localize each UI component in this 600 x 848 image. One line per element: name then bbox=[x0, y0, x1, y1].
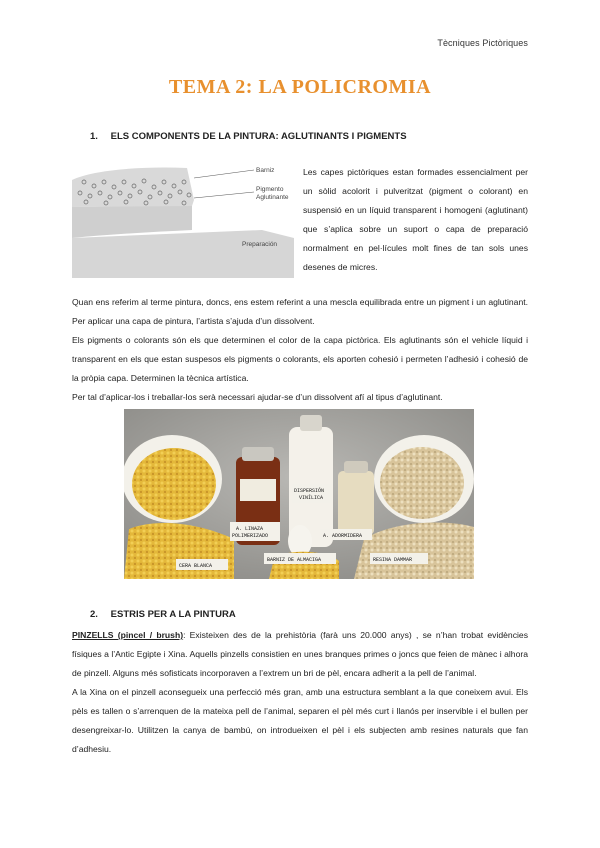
label-pigment: Pigmento bbox=[256, 186, 284, 193]
label-dammar: RESINA DAMMAR bbox=[373, 557, 413, 563]
label-poppy: A. ADORMIDERA bbox=[323, 533, 363, 539]
label-mastic: BARNIZ DE ALMACIGA bbox=[267, 557, 322, 563]
paragraph: Els pigments o colorants són els que determinen el color de la capa pictòrica. Els aglutinants són el vehicle líquid i transparent en els que estan suspesos els pigments o colorants, els aporten cohesió i permeten l’adhesió i cohesió de la pròpia capa. Determinen la tècnica artística. bbox=[72, 335, 528, 383]
label-binder: Aglutinante bbox=[256, 194, 289, 201]
paragraph: Quan ens referim al terme pintura, doncs, ens estem referint a una mescla equilibrada entre un pigment i un aglutinant. Per aplicar una capa de pintura, l’artista s’ajuda d’un dissolvent. bbox=[72, 297, 528, 326]
label-wax: CERA BLANCA bbox=[179, 563, 213, 569]
section-1-number: 1. bbox=[90, 131, 98, 142]
ground-layer bbox=[72, 230, 294, 278]
label-varnish: Barniz bbox=[256, 167, 275, 174]
running-header: Tècniques Pictòriques bbox=[437, 38, 528, 48]
section-2-title: ESTRIS PER A LA PINTURA bbox=[110, 609, 236, 620]
label-linseed-2: POLIMERIZADO bbox=[232, 533, 269, 539]
label-linseed-1: A. LINAZA bbox=[236, 526, 264, 532]
section-2-number: 2. bbox=[90, 609, 98, 620]
section-2-body bbox=[72, 626, 528, 759]
binders-photo bbox=[124, 409, 474, 579]
section-1-body bbox=[72, 293, 528, 407]
section-1-title: ELS COMPONENTS DE LA PINTURA: AGLUTINANTS I PIGMENTS bbox=[110, 131, 407, 142]
paragraph: A la Xina on el pinzell aconsegueix una perfecció més gran, amb una estructura semblant a la que coneixem avui. Els pèls es tallen o s’arrenquen de la mateixa pell de l’animal, separen el pèl més curt i llanós per inservible i el bullen per desengreixar-lo. Utilitzen la canya de bambú, on introdueixen el pèl i els subjecten amb resines naturals que fan d’adhesiu. bbox=[72, 687, 528, 754]
term-brushes: PINZELLS (pincel / brush) bbox=[72, 630, 184, 640]
section-1-heading bbox=[90, 131, 407, 142]
label-vinyl-2: VINÍLICA bbox=[299, 495, 324, 501]
paragraph-text: : Existeixen des de la prehistòria (farà uns 20.000 anys) , se n’han trobat evidències físiques a l’Antic Egipte i Xina. Aquells pinzells consistien en unes branques primes o joncs que feien de mànec i alhora de pinzell. Alguns més sofisticats incorporaven a l’extrem un bri de pèl, encara adherit a la pell de l’animal. bbox=[72, 630, 528, 678]
paint-layers-figure bbox=[72, 160, 294, 278]
side-paragraph: Les capes pictòriques estan formades essencialment per un sòlid acolorit i pulveritzat (pigment o colorant) en suspensió en un líquid transparent i homogeni (aglutinant) que s’aplica sobre un suport o capa de preparació normalment en pel·lícules molt fines de tan sols unes desenes de micres. bbox=[303, 167, 528, 272]
label-ground: Preparación bbox=[242, 241, 278, 248]
page-title: TEMA 2: LA POLICROMIA bbox=[168, 76, 432, 98]
paragraph bbox=[72, 626, 528, 683]
paragraph: Per tal d’aplicar-los i treballar-los serà necessari ajudar-se d’un dissolvent afí al tipus d’aglutinant. bbox=[72, 392, 443, 402]
section-2-heading bbox=[90, 609, 236, 620]
poppy-oil-bottle bbox=[338, 471, 374, 535]
label-vinyl-1: DISPERSIÓN bbox=[294, 488, 325, 494]
